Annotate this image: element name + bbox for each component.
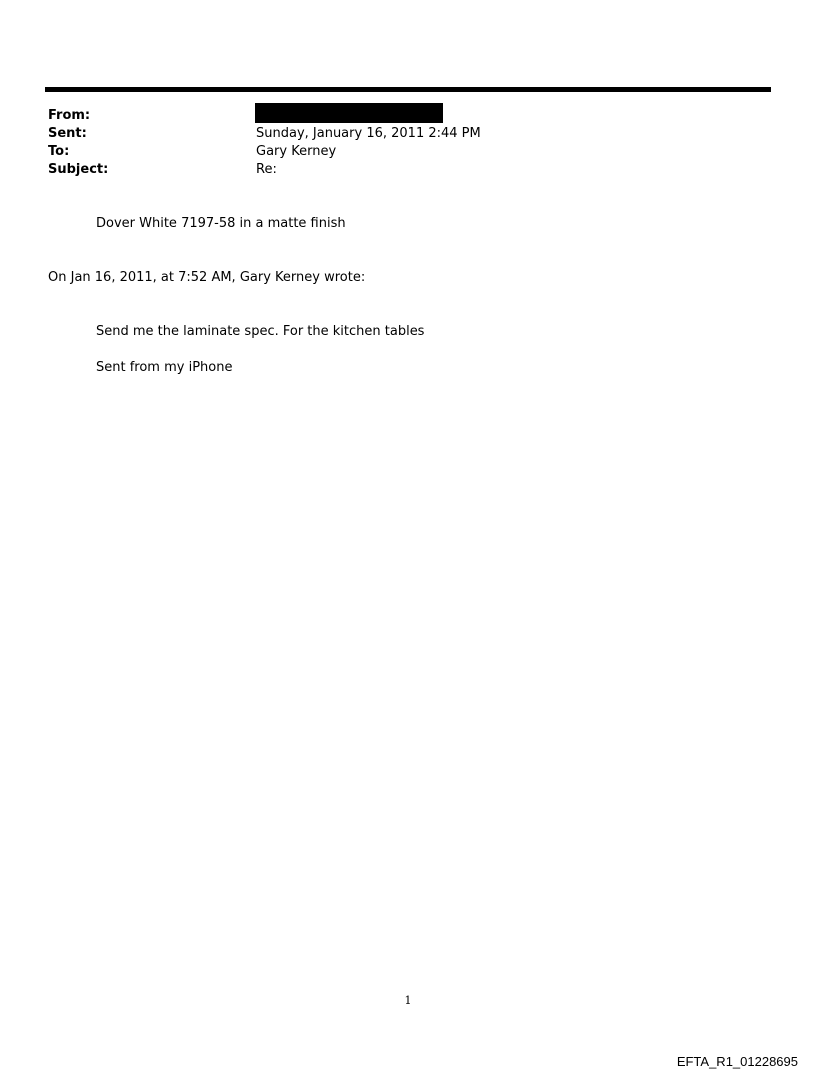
sent-label: Sent: [48,126,87,141]
signature: Sent from my iPhone [96,360,233,375]
to-row [48,143,748,161]
header-divider [45,87,771,92]
sent-row [48,125,748,143]
redacted-sender [255,103,443,123]
to-label: To: [48,144,70,159]
quoted-message: Send me the laminate spec. For the kitchen tables [96,324,425,339]
from-label: From: [48,108,91,123]
page-number: 1 [404,994,412,1007]
subject-label: Subject: [48,162,109,177]
reply-text: Dover White 7197-58 in a matte finish [96,216,346,231]
sent-value: Sunday, January 16, 2011 2:44 PM [256,126,481,141]
to-value: Gary Kerney [256,144,337,159]
subject-value: Re: [256,162,277,177]
subject-row [48,161,748,179]
bates-number: EFTA_R1_01228695 [676,1054,798,1069]
quote-intro: On Jan 16, 2011, at 7:52 AM, Gary Kerney wrote: [48,270,366,285]
